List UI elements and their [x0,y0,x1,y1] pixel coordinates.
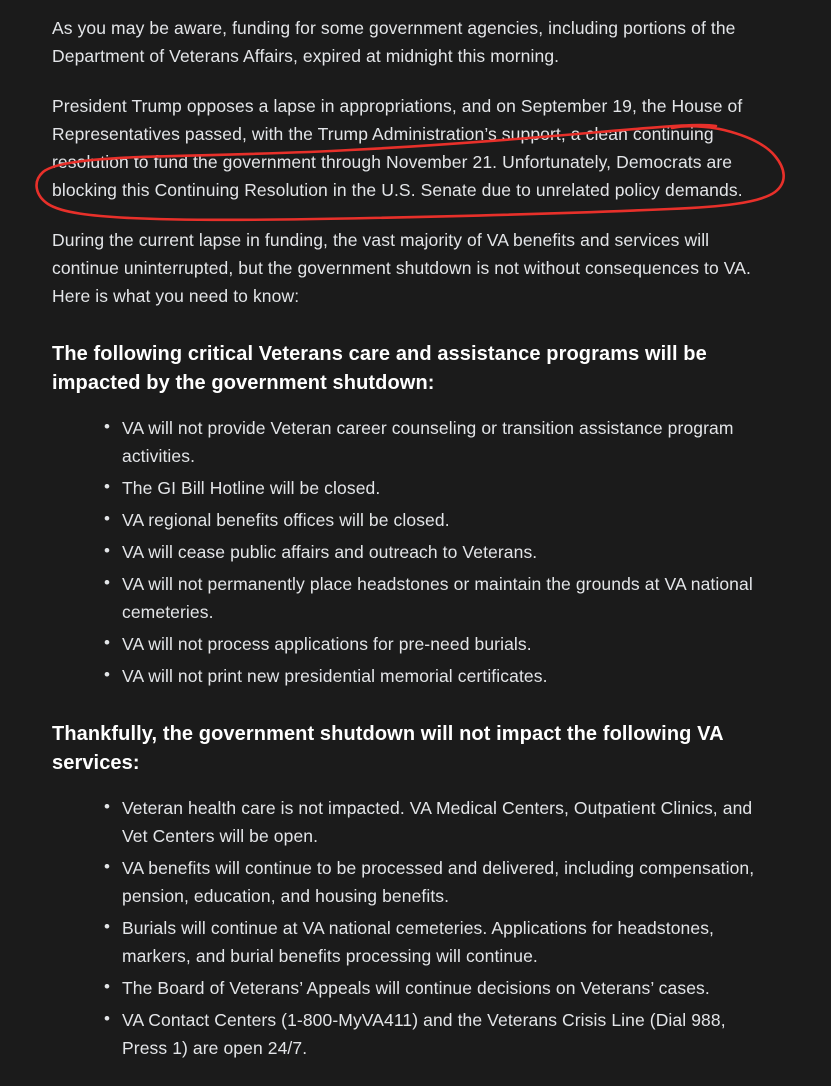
paragraph-funding-lapse: As you may be aware, funding for some government agencies, including portions of the Department of Veterans Affairs, expired at midnight this morning. [52,18,736,66]
list-item: • VA will cease public affairs and outreach to Veterans. [104,538,775,566]
list-item: • VA regional benefits offices will be closed. [104,506,775,534]
list-impacted-programs [52,414,775,690]
list-item: • VA Contact Centers (1-800-MyVA411) and the Veterans Crisis Line (Dial 988, Press 1) are open 24/7. [104,1006,775,1062]
list-item: • VA will not permanently place headstones or maintain the grounds at VA national cemeteries. [104,570,775,626]
list-item: • VA will not process applications for pre-need burials. [104,630,775,658]
list-item: • VA will not print new presidential memorial certificates. [104,662,775,690]
paragraph-what-to-know: During the current lapse in funding, the vast majority of VA benefits and services will continue uninterrupted, but the government shutdown is not without consequences to VA. Here is what you need to know: [52,230,751,306]
list-item: • The GI Bill Hotline will be closed. [104,474,775,502]
bottom-spacer [52,1068,775,1076]
list-item: • The Board of Veterans’ Appeals will continue decisions on Veterans’ cases. [104,974,775,1002]
list-unaffected-services [52,794,775,1062]
list-item: • Burials will continue at VA national cemeteries. Applications for headstones, markers, and burial benefits processing will continue. [104,914,775,970]
heading-unaffected-services: Thankfully, the government shutdown will not impact the following VA services: [52,723,723,774]
list-item: • VA benefits will continue to be processed and delivered, including compensation, pension, education, and housing benefits. [104,854,775,910]
list-item: • Veteran health care is not impacted. VA Medical Centers, Outpatient Clinics, and Vet Centers will be open. [104,794,775,850]
heading-impacted-programs: The following critical Veterans care and assistance programs will be impacted by the government shutdown: [52,343,707,394]
paragraph-continuing-resolution: President Trump opposes a lapse in appropriations, and on September 19, the House of Representatives passed, with the Trump Administration’s support, a clean continuing resolution to fund the government through November 21. Unfortunately, Democrats are blocking this Continuing Resolution in the U.S. Senate due to unrelated policy demands. [52,96,743,200]
list-item: • VA will not provide Veteran career counseling or transition assistance program activities. [104,414,775,470]
